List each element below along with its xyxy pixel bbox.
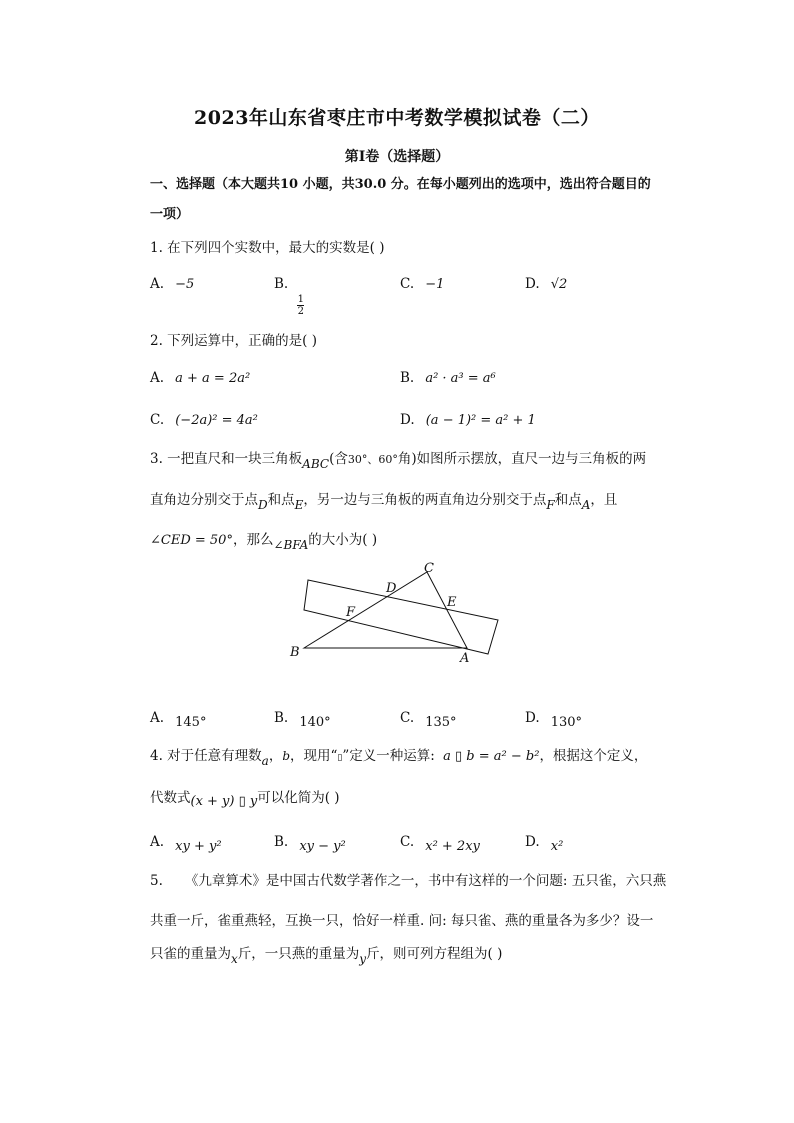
q3-text: 角)如图所示摆放，直尺一边与三角板的两 bbox=[397, 451, 647, 467]
q2-option-d[interactable] bbox=[400, 409, 536, 428]
q2-option-a[interactable] bbox=[150, 367, 250, 386]
q3-option-c[interactable] bbox=[400, 707, 457, 730]
section-heading-line2: 一项） bbox=[150, 207, 190, 222]
option-text: 130° bbox=[550, 715, 583, 730]
q1-option-b[interactable] bbox=[274, 273, 304, 317]
point-label: F bbox=[546, 498, 555, 512]
q3-text: ，且 bbox=[590, 492, 618, 508]
q5-text: 斤，则可列方程组为( ) bbox=[366, 946, 503, 962]
option-text: a + a = 2a² bbox=[175, 371, 251, 386]
option-letter: A. bbox=[150, 710, 165, 726]
option-text: x² + 2xy bbox=[425, 839, 480, 854]
option-letter: D. bbox=[525, 276, 540, 292]
option-letter: D. bbox=[525, 710, 540, 726]
q3-text: ，另一边与三角板的两直角边分别交于点 bbox=[303, 492, 547, 508]
page-title: 2023年山东省枣庄市中考数学模拟试卷（二） bbox=[194, 107, 600, 129]
q4-text: 代数式 bbox=[150, 790, 191, 806]
variable: b bbox=[282, 749, 291, 763]
q1-option-c[interactable] bbox=[400, 273, 444, 292]
label-b: B bbox=[290, 645, 300, 660]
option-text: 145° bbox=[175, 715, 207, 730]
q4-text: 4. 对于任意有理数 bbox=[150, 748, 262, 764]
numerator: 1 bbox=[297, 294, 304, 305]
q5-number: 5. bbox=[150, 873, 163, 889]
option-letter: D. bbox=[400, 412, 415, 428]
question-3-line2 bbox=[150, 490, 617, 510]
option-text: xy + y² bbox=[175, 839, 222, 854]
option-letter: B. bbox=[400, 370, 415, 386]
option-letter: C. bbox=[400, 276, 415, 292]
option-letter: A. bbox=[150, 276, 165, 292]
option-text: x² bbox=[550, 839, 564, 854]
q3-option-d[interactable] bbox=[525, 707, 583, 730]
denominator: 2 bbox=[297, 306, 304, 317]
q3-option-b[interactable] bbox=[274, 707, 331, 730]
angle-label: ∠BFA bbox=[273, 538, 309, 552]
question-1-stem: 1. 在下列四个实数中，最大的实数是( ) bbox=[150, 240, 385, 256]
q4-option-c[interactable] bbox=[400, 831, 480, 854]
q3-text: 3. 一把直尺和一块三角板 bbox=[150, 451, 303, 467]
label-c: C bbox=[424, 561, 434, 576]
q4-text: 可以化简为( ) bbox=[257, 790, 340, 806]
question-4-line2 bbox=[150, 788, 340, 809]
question-3-line1 bbox=[150, 449, 646, 470]
label-a: A bbox=[460, 651, 470, 666]
question-5-line3 bbox=[150, 944, 502, 964]
ruler-shape bbox=[304, 580, 498, 654]
q4-option-d[interactable] bbox=[525, 831, 564, 854]
label-d: D bbox=[386, 581, 397, 596]
option-letter: C. bbox=[400, 834, 415, 850]
option-letter: B. bbox=[274, 710, 289, 726]
q3-text: 和点 bbox=[554, 492, 582, 508]
q3-text: ，那么 bbox=[232, 532, 274, 548]
q1-option-d[interactable] bbox=[525, 273, 567, 292]
q3-text: (含 bbox=[329, 451, 348, 467]
option-letter: A. bbox=[150, 834, 165, 850]
q3-text: 直角边分别交于点 bbox=[150, 492, 258, 508]
variable: x bbox=[231, 952, 238, 966]
q4-option-a[interactable] bbox=[150, 831, 222, 854]
angle-equation: ∠CED = 50° bbox=[150, 533, 233, 548]
label-e: E bbox=[447, 595, 457, 610]
q4-text: ，根据这个定义， bbox=[539, 748, 648, 764]
option-letter: B. bbox=[274, 834, 289, 850]
expression: (x + y) ▯ y bbox=[190, 794, 258, 809]
option-text: 140° bbox=[299, 715, 331, 730]
q2-option-c[interactable] bbox=[150, 409, 258, 428]
operator-symbol: ▯ bbox=[337, 753, 343, 763]
q3-option-a[interactable] bbox=[150, 707, 207, 730]
q5-text: 只雀的重量为 bbox=[150, 946, 231, 962]
label-f: F bbox=[346, 605, 356, 620]
section-heading-line1: 一、选择题（本大题共10 小题，共30.0 分。在每小题列出的选项中，选出符合题目的 bbox=[150, 177, 651, 192]
option-text: a² · a³ = a⁶ bbox=[425, 371, 496, 386]
option-text: (−2a)² = 4a² bbox=[175, 413, 258, 428]
q4-option-b[interactable] bbox=[274, 831, 346, 854]
operation-definition: a ▯ b = a² − b² bbox=[443, 749, 540, 764]
q4-text: ”定义一种运算: bbox=[342, 748, 435, 764]
q5-text: 斤，一只燕的重量为 bbox=[237, 946, 360, 962]
point-label: E bbox=[294, 498, 304, 512]
q3-triangle-name: ABC bbox=[302, 457, 330, 471]
part-title: 第Ⅰ卷（选择题） bbox=[344, 149, 450, 165]
option-text: √2 bbox=[550, 277, 568, 292]
q4-text: ，现用“ bbox=[290, 748, 338, 764]
option-text: −5 bbox=[175, 277, 195, 292]
option-text: (a − 1)² = a² + 1 bbox=[425, 413, 536, 428]
option-letter: C. bbox=[150, 412, 165, 428]
q2-option-b[interactable] bbox=[400, 367, 496, 386]
variable: y bbox=[359, 952, 367, 966]
question-2-stem: 2. 下列运算中，正确的是( ) bbox=[150, 333, 317, 349]
q3-text: 的大小为( ) bbox=[308, 532, 378, 548]
q1-option-a[interactable] bbox=[150, 273, 194, 292]
q5-text: 《九章算术》是中国古代数学著作之一，书中有这样的一个问题: 五只雀，六只燕 bbox=[184, 873, 667, 889]
fraction bbox=[297, 294, 304, 317]
option-letter: A. bbox=[150, 370, 165, 386]
option-text: xy − y² bbox=[299, 839, 346, 854]
option-letter: D. bbox=[525, 834, 540, 850]
point-label: A bbox=[581, 498, 591, 512]
question-4-line1 bbox=[150, 746, 647, 768]
option-letter: C. bbox=[400, 710, 415, 726]
variable: a bbox=[261, 754, 269, 768]
option-letter: B. bbox=[274, 276, 289, 292]
question-5-line2: 共重一斤，雀重燕轻，互换一只，恰好一样重. 问: 每只雀、燕的重量各为多少？设一 bbox=[150, 913, 654, 929]
q3-text: 和点 bbox=[267, 492, 295, 508]
q3-figure bbox=[280, 558, 510, 668]
question-5-line1 bbox=[150, 871, 666, 891]
point-label: D bbox=[258, 498, 268, 512]
option-text: −1 bbox=[425, 277, 445, 292]
q4-text: ， bbox=[268, 748, 283, 764]
q3-angles: 30°、60° bbox=[347, 453, 398, 466]
option-text: 135° bbox=[425, 715, 457, 730]
question-3-line3 bbox=[150, 530, 377, 551]
